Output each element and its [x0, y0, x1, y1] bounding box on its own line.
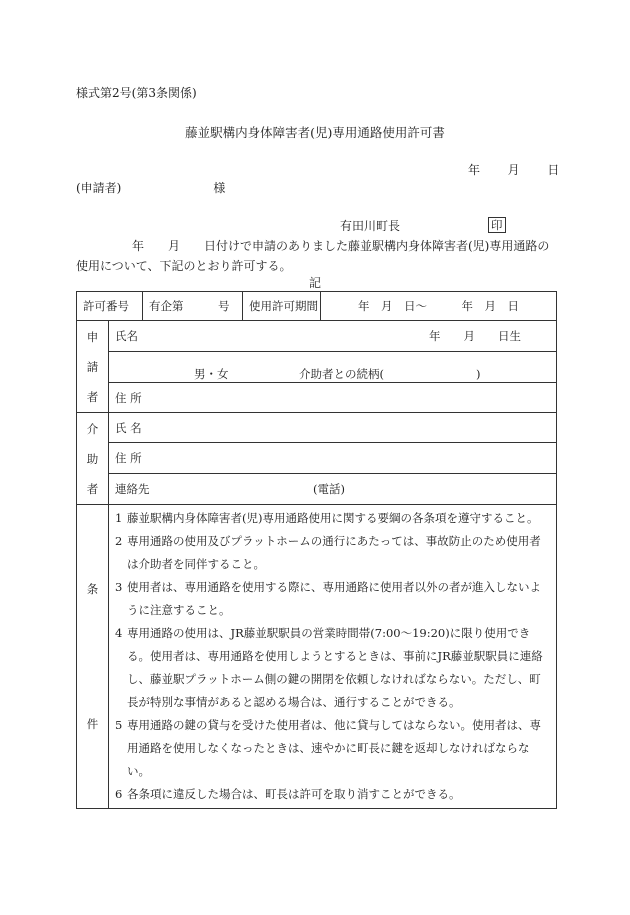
contact-label: 連絡先: [115, 482, 150, 496]
condition-item: [115, 576, 550, 622]
document-title: 藤並駅構内身体障害者(児)専用通路使用許可書: [185, 125, 445, 140]
applicant-side-label: [77, 321, 109, 413]
issuer-name: 有田川町長: [340, 219, 401, 233]
helper-name-label: 氏 名: [109, 413, 557, 443]
issue-date: [468, 163, 559, 177]
conditions-row: [77, 505, 557, 809]
applicant-line: [76, 181, 225, 195]
period-label: 使用許可期間: [243, 292, 321, 321]
date-year: 年: [468, 163, 481, 177]
condition-number: 2: [115, 534, 123, 548]
permit-statement: [76, 236, 554, 276]
applicant-address-label: 住 所: [109, 383, 557, 413]
applicant-address-row: [77, 383, 557, 413]
condition-item: [115, 530, 550, 576]
birth-date: 年 月 日生: [429, 329, 521, 343]
helper-side-label: [77, 413, 109, 505]
gender-cell: [109, 352, 557, 383]
permit-no-value: 有企第 号: [143, 292, 243, 321]
applicant-honorific: 様: [213, 181, 226, 195]
helper-address-row: [77, 443, 557, 474]
form-number: 様式第2号(第3条関係): [76, 86, 197, 100]
phone-label: (電話): [313, 482, 345, 496]
side-char: 者: [86, 481, 99, 496]
condition-text: 専用通路の使用は、JR藤並駅駅員の営業時間帯(7:00〜19:20)に限り使用できる。使用者は、専用通路を使用しようとするときは、事前にJR藤並駅駅員に連絡し、藤並駅プラットホーム側の鍵の開閉を依頼しなければならない。ただし、町長が特別な事情があると認める場合は、通行することができる。: [127, 626, 543, 709]
gender-options: 男・女: [194, 367, 229, 381]
condition-number: 4: [115, 626, 123, 640]
condition-text: 藤並駅構内身体障害者(児)専用通路使用に関する要綱の各条項を遵守すること。: [127, 511, 539, 525]
condition-item: [115, 622, 550, 714]
period-value: 年 月 日〜 年 月 日: [321, 292, 557, 321]
contact-cell: [109, 474, 557, 505]
condition-text: 専用通路の使用及びプラットホームの通行にあたっては、事故防止のため使用者は介助者を同伴すること。: [127, 534, 541, 571]
helper-address-label: 住 所: [109, 443, 557, 474]
side-char: 件: [86, 717, 99, 731]
statement-line-1: 年 月 日付けで申請のありました藤並駅構内身体障害者(児)専用通路の: [132, 239, 550, 253]
side-char: 請: [86, 359, 99, 374]
conditions-side-label: [77, 505, 109, 809]
helper-name-row: [77, 413, 557, 443]
applicant-name-row: [77, 321, 557, 352]
applicant-name-cell: [109, 321, 557, 352]
statement-line-2: 使用について、下記のとおり許可する。: [76, 259, 292, 273]
condition-text: 各条項に違反した場合は、町長は許可を取り消すことができる。: [127, 787, 461, 801]
side-char: 介: [86, 421, 99, 436]
permit-row: [77, 292, 557, 321]
condition-item: [115, 783, 550, 806]
condition-number: 6: [115, 787, 123, 801]
applicant-label: (申請者): [76, 181, 122, 195]
condition-item: [115, 714, 550, 783]
permit-no-label: 許可番号: [77, 292, 143, 321]
condition-text: 使用者は、専用通路を使用する際に、専用通路に使用者以外の者が進入しないように注意すること。: [127, 580, 541, 617]
ki-heading: 記: [308, 276, 321, 290]
side-char: 条: [86, 582, 99, 596]
side-char: 助: [86, 451, 99, 466]
condition-number: 5: [115, 718, 123, 732]
name-label: 氏名: [115, 329, 138, 343]
permit-form-table: [76, 291, 557, 809]
helper-relation: 介助者との続柄( ): [299, 367, 481, 381]
condition-item: [115, 507, 550, 530]
side-char: 申: [86, 329, 99, 344]
date-month: 月: [507, 163, 520, 177]
seal-box: 印: [488, 217, 506, 233]
condition-number: 3: [115, 580, 123, 594]
applicant-gender-row: [77, 352, 557, 383]
conditions-list: [109, 505, 557, 809]
condition-number: 1: [115, 511, 123, 525]
side-char: 者: [86, 389, 99, 404]
helper-contact-row: [77, 474, 557, 505]
date-day: 日: [547, 163, 560, 177]
condition-text: 専用通路の鍵の貸与を受けた使用者は、他に貸与してはならない。使用者は、専用通路を使用しなくなったときは、速やかに町長に鍵を返却しなければならない。: [127, 718, 541, 778]
